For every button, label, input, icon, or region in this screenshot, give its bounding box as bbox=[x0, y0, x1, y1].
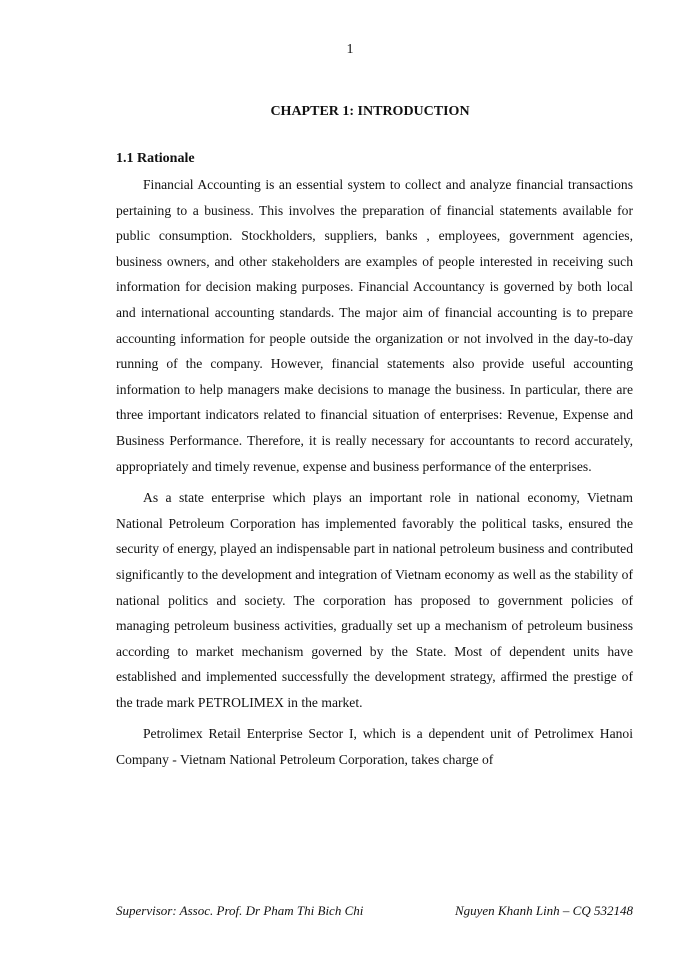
paragraph-financial-accounting: Financial Accounting is an essential system to collect and analyze financial transactions pertaining to a business. This involves the preparation of financial statements available for public consumption. Stockholders, suppliers, banks , employees, government agencies, business owners, and other stakeholders are examples of people interested in receiving such information for decision making purposes. Financial Accountancy is governed by both local and international accounting standards. The major aim of financial accounting is to prepare accounting information for people outside the organization or not involved in the day-to-day running of the company. However, financial statements also provide useful accounting information to help managers make decisions to manage the business. In particular, there are three important indicators related to financial situation of enterprises: Revenue, Expense and Business Performance. Therefore, it is really necessary for accountants to record accurately, appropriately and timely revenue, expense and business performance of the enterprises. bbox=[116, 177, 633, 474]
page-number: 1 bbox=[346, 42, 354, 57]
footer-supervisor: Supervisor: Assoc. Prof. Dr Pham Thi Bich Chi bbox=[116, 903, 364, 918]
paragraph-petrolimex-retail: Petrolimex Retail Enterprise Sector I, which is a dependent unit of Petrolimex Hanoi Company - Vietnam National Petroleum Corporation, takes charge of bbox=[116, 726, 633, 768]
chapter-title: CHAPTER 1: INTRODUCTION bbox=[270, 104, 470, 119]
section-heading: 1.1 Rationale bbox=[116, 151, 195, 166]
paragraph-state-enterprise: As a state enterprise which plays an important role in national economy, Vietnam National Petroleum Corporation has implemented favorably the political tasks, ensured the security of energy, played an indispensable part in national petroleum business and contributed significantly to the development and integration of Vietnam economy as well as the stability of national politics and society. The corporation has proposed to government policies of managing petroleum business activities, gradually set up a mechanism of petroleum business according to market mechanism governed by the State. Most of dependent units have established and implemented successfully the development strategy, affirmed the prestige of the trade mark PETROLIMEX in the market. bbox=[116, 490, 633, 710]
footer-author: Nguyen Khanh Linh – CQ 532148 bbox=[454, 903, 633, 918]
body-text bbox=[116, 172, 633, 779]
